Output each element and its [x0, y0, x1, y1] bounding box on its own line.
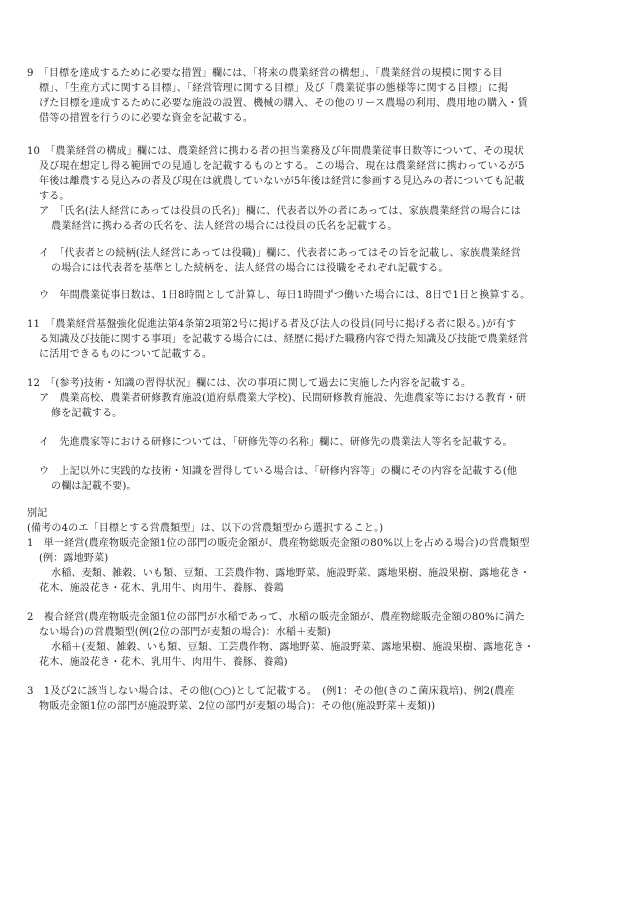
item-12-line: 12 「(参考)技術・知識の習得状況」欄には、次の事項に関して過去に実施した内容を記載する。 [27, 378, 472, 389]
item-10-c-line: ウ 年間農業従事日数は、1日8時間として計算し、毎日1時間ずつ働いた場合には、8日で1日と換算する。 [39, 290, 531, 301]
item-12-c [27, 464, 607, 494]
item-10-line: する。 [39, 191, 70, 202]
item-11 [27, 317, 607, 362]
item-10-c [27, 288, 607, 303]
farm-type-1-list: 花木、施設花き・花木、乳用牛、肉用牛、養豚、養鶏 [39, 583, 284, 594]
farm-type-3-line: 物販売金額1位の部門が施設野菜、2位の部門が麦類の場合)：その他(施設野菜＋麦類)) [39, 701, 436, 712]
item-12-c-line: の欄は記載不要)。 [51, 481, 137, 492]
item-10 [27, 144, 607, 204]
item-9 [27, 66, 607, 126]
item-10-line: 10 「農業経営の構成」欄には、農業経営に携わる者の担当業務及び年間農業従事日数等について、その現状 [27, 146, 524, 157]
item-9-line: 標」、「生産方式に関する目標」、「経営管理に関する目標」及び「農業従事の態様等に関する目標」に掲 [39, 83, 509, 94]
item-11-line: 11 「農業経営基盤強化促進法第4条第2項第2号に掲げる者及び法人の役員(同号に掲げる者に限る。)が有す [27, 319, 517, 330]
document-body [27, 66, 607, 714]
farm-type-2-list: 水稲＋(麦類、雑穀、いも類、豆類、工芸農作物、露地野菜、施設野菜、露地果樹、施設果樹、露地花き・ [51, 642, 535, 653]
item-10-a [27, 204, 607, 234]
appendix-heading: 別記 [27, 508, 48, 519]
appendix-note: (備考の4のエ「目標とする営農類型」は、以下の営農類型から選択すること。) [27, 523, 384, 534]
spacer [27, 126, 607, 144]
item-11-line: る知識及び技能に関する事項」を記載する場合には、経歴に掲げた職務内容で得た知識及び技能で農業経営 [39, 334, 529, 345]
item-12-b-line: イ 先進農家等における研修については、「研修先等の名称」欄に、研修先の農業法人等名を記載する。 [39, 437, 513, 448]
farm-type-3 [27, 684, 607, 714]
farm-type-2-line: 2 複合経営(農産物販売金額1位の部門が水稲であって、水稲の販売金額が、農産物総販売金額の80%に満た [27, 612, 526, 623]
farm-type-1 [27, 536, 607, 596]
farm-type-1-line: (例：露地野菜) [39, 553, 109, 564]
item-9-line: 9 「目標を達成するために必要な措置」欄には、「将来の農業経営の構想」、「農業経営の規模に関する目 [27, 68, 503, 79]
spacer [27, 303, 607, 317]
spacer [27, 450, 607, 464]
item-10-b-line: の場合には代表者を基準とした続柄を、法人経営の場合には役職をそれぞれ記載する。 [51, 263, 449, 274]
farm-type-2-line: ない場合)の営農類型(例(2位の部門が麦類の場合)：水稲＋麦類) [39, 627, 331, 638]
spacer [27, 596, 607, 610]
farm-type-1-list: 水稲、麦類、雑穀、いも類、豆類、工芸農作物、露地野菜、施設野菜、露地果樹、施設果樹、露地花き・ [51, 568, 531, 579]
item-12-c-line: ウ 上記以外に実践的な技術・知識を習得している場合は、「研修内容等」の欄にその内容を記載する(他 [39, 466, 518, 477]
item-12-a-line: ア 農業高校、農業者研修教育施設(道府県農業大学校)、民間研修教育施設、先進農家等における教育・研 [39, 393, 527, 404]
item-12-b [27, 435, 607, 450]
item-9-line: げた目標を達成するために必要な施設の設置、機械の購入、その他のリース農場の利用、農用地の購入・賃 [39, 98, 528, 109]
item-12-a-line: 修を記載する。 [51, 408, 123, 419]
item-10-line: 年後は離農する見込みの者及び現在は就農していないが5年後は経営に参画する見込みの者についても記載 [39, 176, 525, 187]
item-11-line: に活用できるものについて記載する。 [39, 349, 213, 360]
item-10-a-line: 農業経営に携わる者の氏名を、法人経営の場合には役員の氏名を記載する。 [51, 221, 398, 232]
spacer [27, 362, 607, 376]
item-12-a [27, 391, 607, 421]
item-10-b [27, 246, 607, 276]
farm-type-3-line: 3 1及び2に該当しない場合は、その他(○○)として記載する。 (例1：その他(きのこ菌床栽培)、例2(農産 [27, 686, 515, 697]
farm-type-2-list: 花木、施設花き・花木、乳用牛、肉用牛、養豚、養鶏) [39, 657, 288, 668]
spacer [27, 670, 607, 684]
farm-type-2 [27, 610, 607, 670]
item-12 [27, 376, 607, 391]
spacer [27, 276, 607, 288]
item-10-a-line: ア 「氏名(法人経営にあっては役員の氏名)」欄に、代表者以外の者にあっては、家族農業経営の場合には [39, 206, 521, 217]
item-9-line: 借等の措置を行うのに必要な資金を記載する。 [39, 113, 254, 124]
spacer [27, 421, 607, 435]
item-10-line: 及び現在想定し得る範囲での見通しを記載するものとする。この場合、現在は農業経営に携わっているが5 [39, 161, 525, 172]
farm-type-1-line: 1 単一経営(農産物販売金額1位の部門の販売金額が、農産物総販売金額の80%以上を占める場合)の営農類型 [27, 538, 530, 549]
spacer [27, 234, 607, 246]
item-10-b-line: イ 「代表者との続柄(法人経営にあっては役職)」欄に、代表者にあってはその旨を記載し、家族農業経営 [39, 248, 521, 259]
spacer [27, 494, 607, 506]
